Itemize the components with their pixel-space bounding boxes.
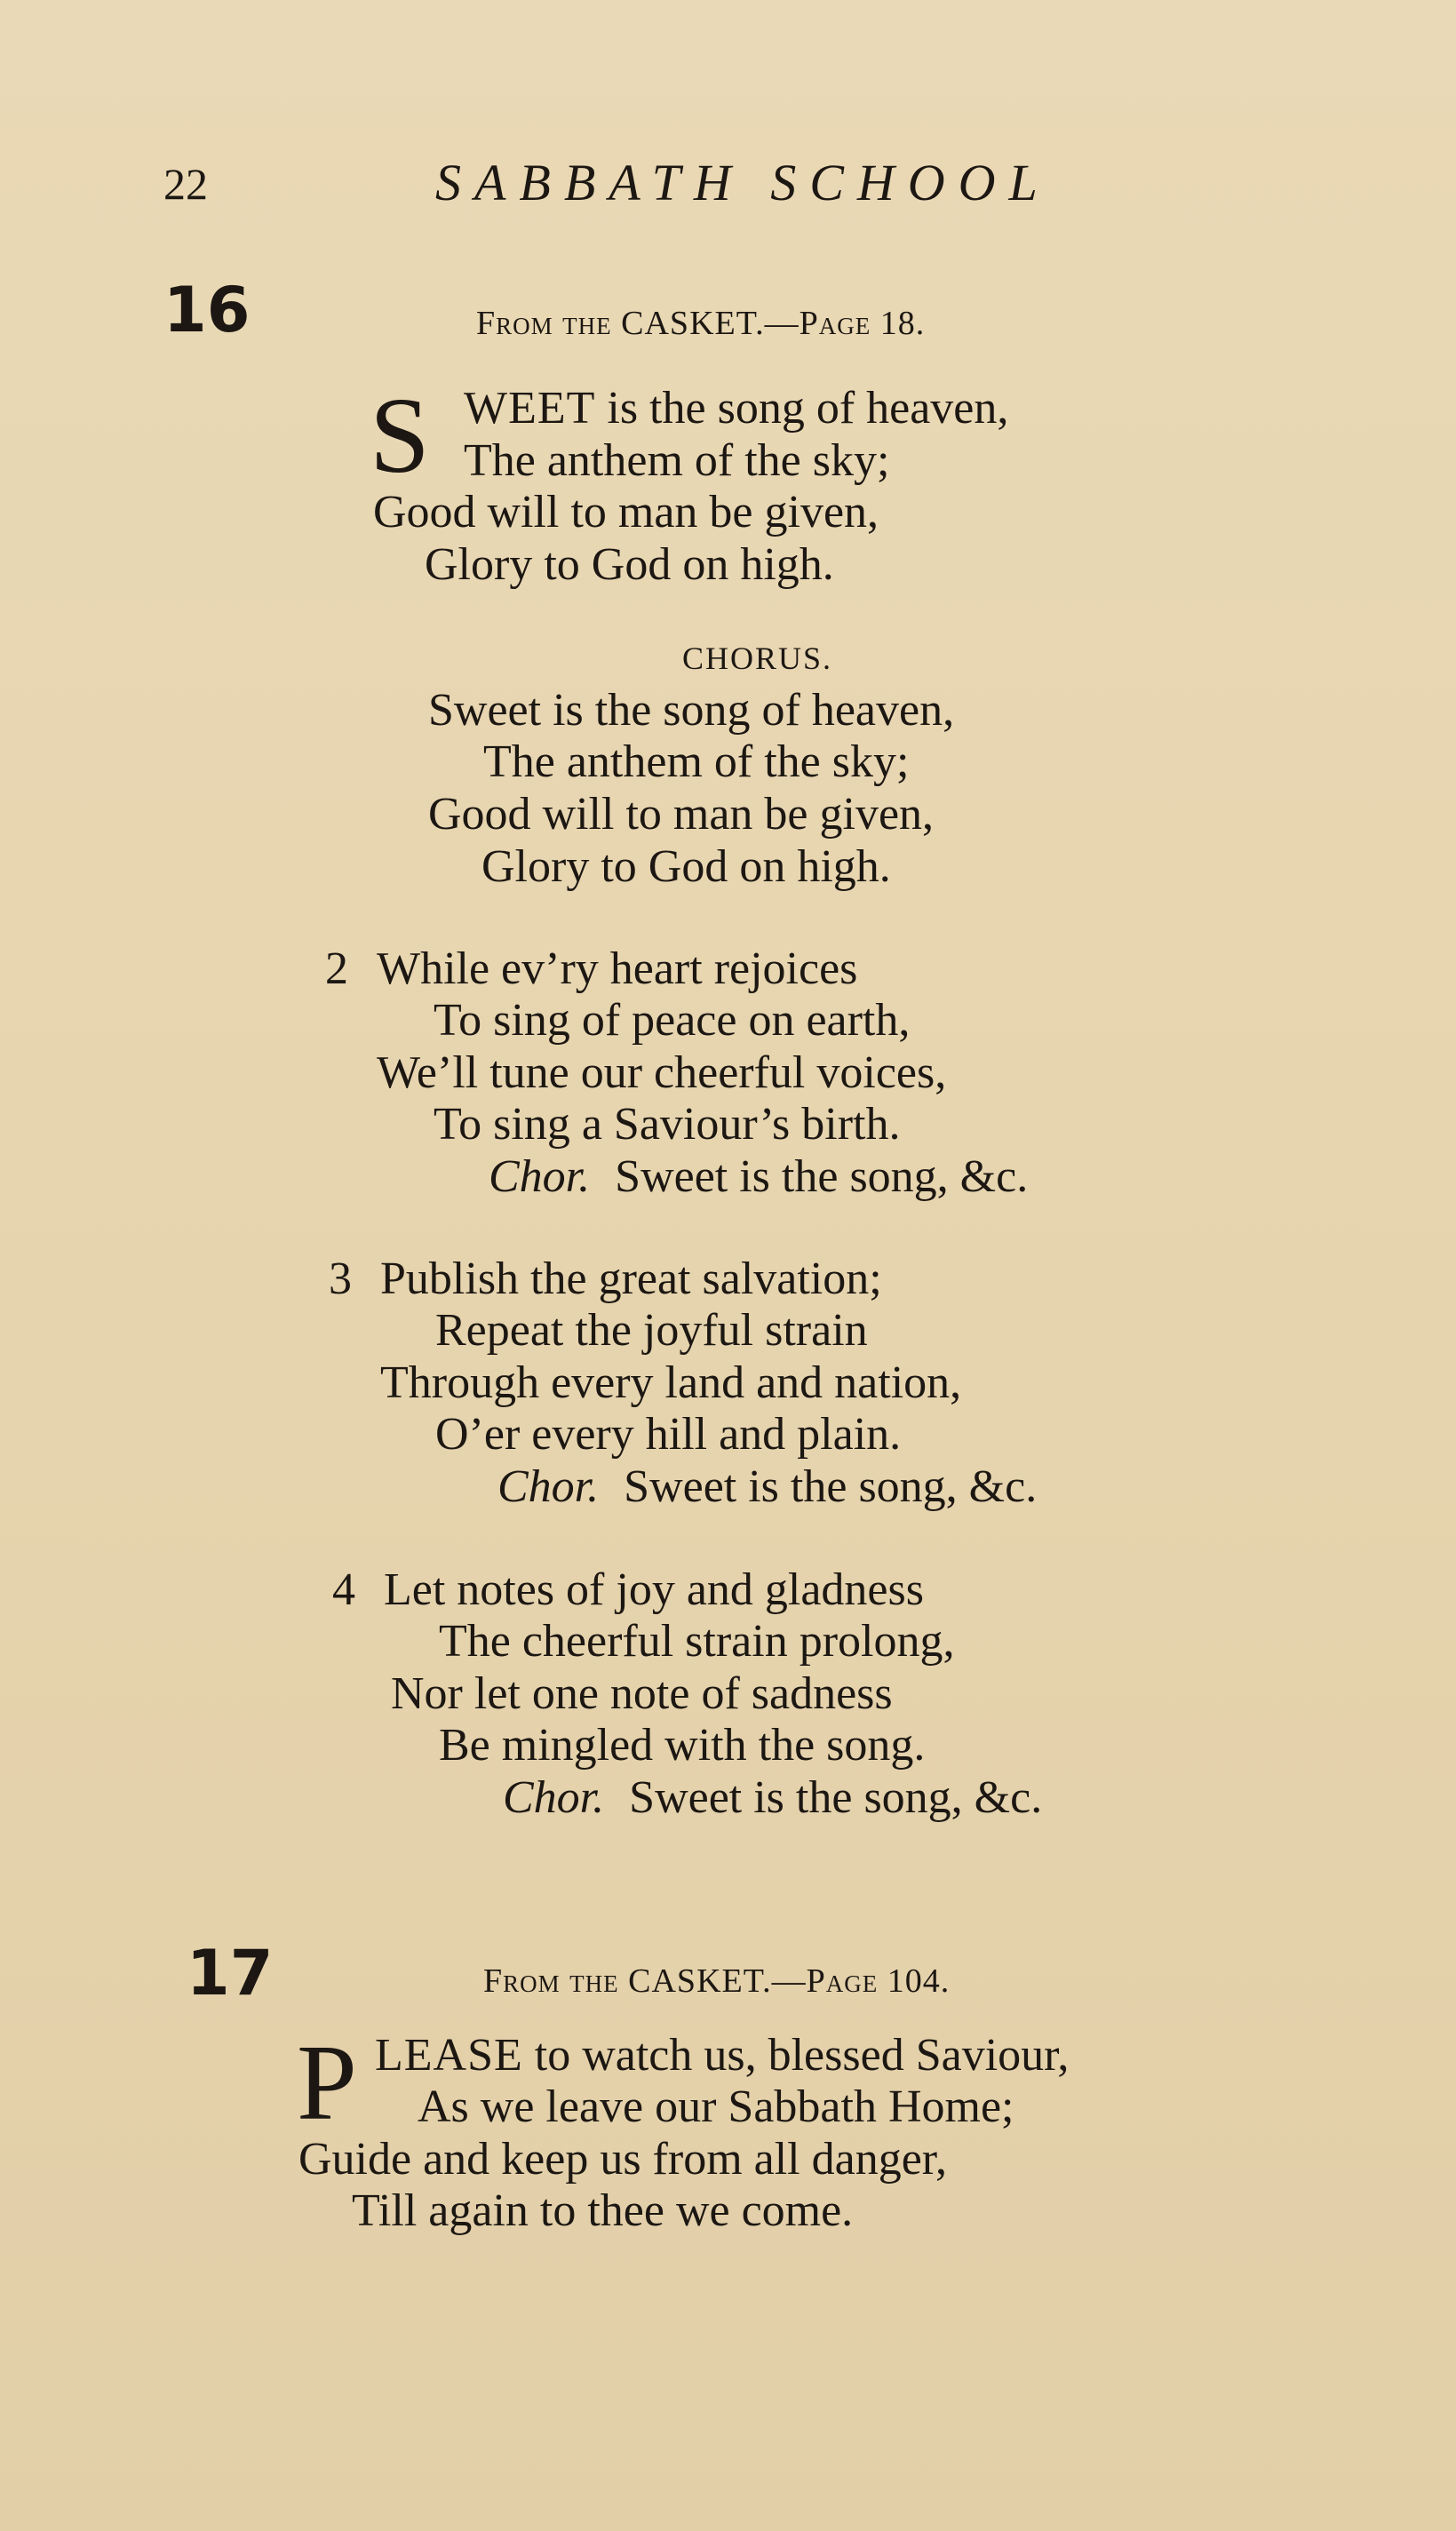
hymn-17-verse-1-line-3: Guide and keep us from all danger, [298, 2134, 948, 2185]
chorus-line-1: Sweet is the song of heaven, [428, 685, 955, 736]
hymn-number-17: 17 [187, 1937, 274, 2010]
hymn-17-verse-1-line-2: As we leave our Sabbath Home; [418, 2081, 1014, 2132]
drop-cap-p: P [297, 2023, 357, 2143]
drop-cap-s: S [370, 376, 430, 496]
source-page-label: Page [799, 305, 871, 342]
hymn-16-verse-1-line-4: Glory to God on high. [425, 539, 834, 590]
source-book: CASKET. [621, 305, 765, 342]
first-line-tail: is the song of heaven, [595, 383, 1009, 434]
verse-2-line-4: To sing a Saviour’s birth. [434, 1099, 901, 1150]
source-page-number: 18. [879, 305, 926, 342]
verse-3-line-2: Repeat the joyful strain [435, 1305, 868, 1356]
running-title: SABBATH SCHOOL [435, 154, 1051, 211]
source-prefix: From the [483, 1962, 619, 2000]
verse-number: 2 [325, 943, 348, 994]
hymn-17-verse-1-line-1 [375, 2030, 1070, 2081]
verse-4-line-4: Be mingled with the song. [439, 1720, 926, 1771]
verse-2-line-1: 2 While ev’ry heart rejoices [325, 943, 858, 994]
hymn-17-verse-1-line-4: Till again to thee we come. [352, 2185, 854, 2236]
verse-4-line-1: 4 Let notes of joy and gladness [332, 1564, 924, 1615]
source-page-number: 104. [887, 1962, 951, 2000]
source-prefix: From the [476, 305, 612, 342]
first-line-tail: to watch us, blessed Saviour, [522, 2030, 1070, 2081]
verse-3-line-1: 3 Publish the great salvation; [329, 1254, 882, 1304]
page-number: 22 [163, 159, 208, 209]
hymn-16-verse-1-line-2: The anthem of the sky; [464, 435, 890, 486]
first-word-caps: WEET [464, 383, 596, 434]
hymn-17-source [483, 1962, 950, 2001]
verse-3-line-3: Through every land and nation, [380, 1357, 962, 1408]
verse-2-line-3: We’ll tune our cheerful voices, [377, 1047, 947, 1098]
chorus-label: CHORUS. [682, 641, 833, 676]
verse-2-line-2: To sing of peace on earth, [434, 995, 911, 1046]
verse-2-chorus-ref: Chor. Sweet is the song, &c. [489, 1151, 1029, 1202]
hymn-16-verse-1-line-3: Good will to man be given, [373, 487, 879, 537]
source-dash: — [764, 305, 800, 342]
hymn-16-verse-1-line-1 [464, 383, 1009, 434]
first-word-caps: LEASE [375, 2030, 523, 2081]
verse-number: 3 [329, 1254, 352, 1304]
chorus-line-3: Good will to man be given, [428, 789, 935, 840]
verse-4-chorus-ref: Chor. Sweet is the song, &c. [503, 1772, 1043, 1823]
chorus-line-2: The anthem of the sky; [483, 736, 910, 787]
source-page-label: Page [806, 1962, 879, 2000]
verse-3-chorus-ref: Chor. Sweet is the song, &c. [497, 1461, 1038, 1512]
source-book: CASKET. [628, 1962, 772, 2000]
hymn-16-source [476, 304, 925, 343]
chorus-line-4: Glory to God on high. [481, 841, 891, 892]
verse-number: 4 [332, 1564, 355, 1615]
verse-4-line-2: The cheerful strain prolong, [439, 1616, 955, 1667]
verse-4-line-3: Nor let one note of sadness [391, 1668, 893, 1719]
source-dash: — [771, 1962, 807, 2000]
hymn-number-16: 16 [163, 274, 251, 346]
verse-3-line-4: O’er every hill and plain. [435, 1409, 902, 1460]
